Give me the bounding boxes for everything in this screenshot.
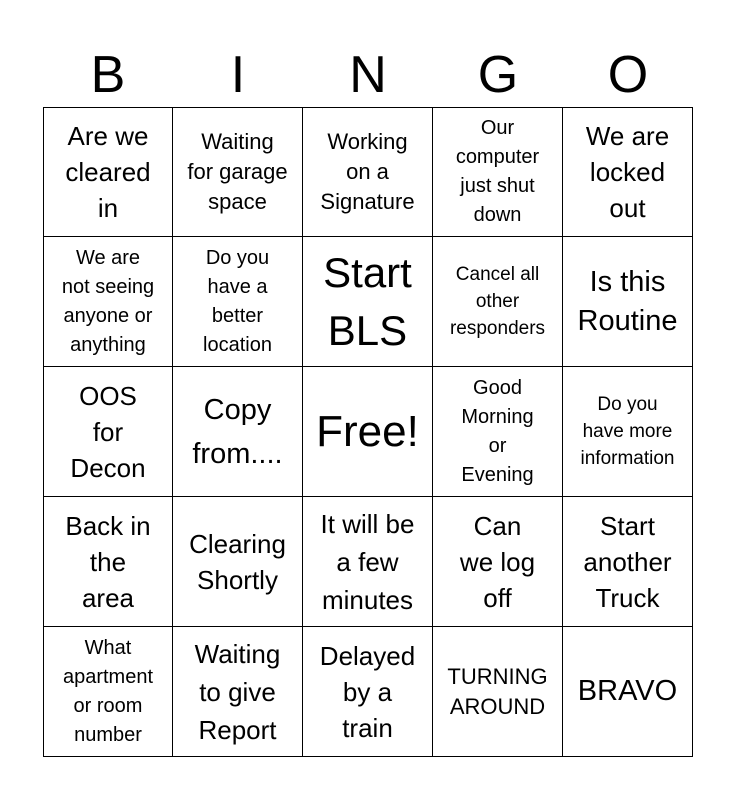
bingo-cell[interactable]: Our computer just shut down: [433, 107, 563, 237]
bingo-cell[interactable]: Delayed by a train: [303, 627, 433, 757]
bingo-cell[interactable]: Do you have a better location: [173, 237, 303, 367]
bingo-cell[interactable]: TURNING AROUND: [433, 627, 563, 757]
bingo-cell[interactable]: BRAVO: [563, 627, 693, 757]
bingo-cell[interactable]: Back in the area: [43, 497, 173, 627]
bingo-cell[interactable]: What apartment or room number: [43, 627, 173, 757]
header-letter-g: G: [477, 46, 519, 104]
header-letter-o: O: [607, 46, 649, 104]
header-letter-i: I: [230, 46, 246, 104]
bingo-cell[interactable]: Waiting to give Report: [173, 627, 303, 757]
free-space-cell[interactable]: Free!: [303, 367, 433, 497]
bingo-cell[interactable]: It will be a few minutes: [303, 497, 433, 627]
bingo-cell[interactable]: Do you have more information: [563, 367, 693, 497]
bingo-cell[interactable]: Start another Truck: [563, 497, 693, 627]
bingo-cell[interactable]: Is this Routine: [563, 237, 693, 367]
bingo-cell[interactable]: Working on a Signature: [303, 107, 433, 237]
bingo-cell[interactable]: Clearing Shortly: [173, 497, 303, 627]
bingo-cell[interactable]: Are we cleared in: [43, 107, 173, 237]
header-letter-b: B: [90, 46, 126, 104]
bingo-cell[interactable]: Start BLS: [303, 237, 433, 367]
bingo-cell[interactable]: Cancel all other responders: [433, 237, 563, 367]
bingo-cell[interactable]: Can we log off: [433, 497, 563, 627]
bingo-board: [43, 107, 693, 757]
bingo-cell[interactable]: We are not seeing anyone or anything: [43, 237, 173, 367]
bingo-cell[interactable]: Waiting for garage space: [173, 107, 303, 237]
bingo-cell[interactable]: OOS for Decon: [43, 367, 173, 497]
bingo-cell[interactable]: Good Morning or Evening: [433, 367, 563, 497]
header-letter-n: N: [349, 46, 387, 104]
bingo-header: [43, 44, 693, 106]
bingo-cell[interactable]: We are locked out: [563, 107, 693, 237]
bingo-cell[interactable]: Copy from....: [173, 367, 303, 497]
